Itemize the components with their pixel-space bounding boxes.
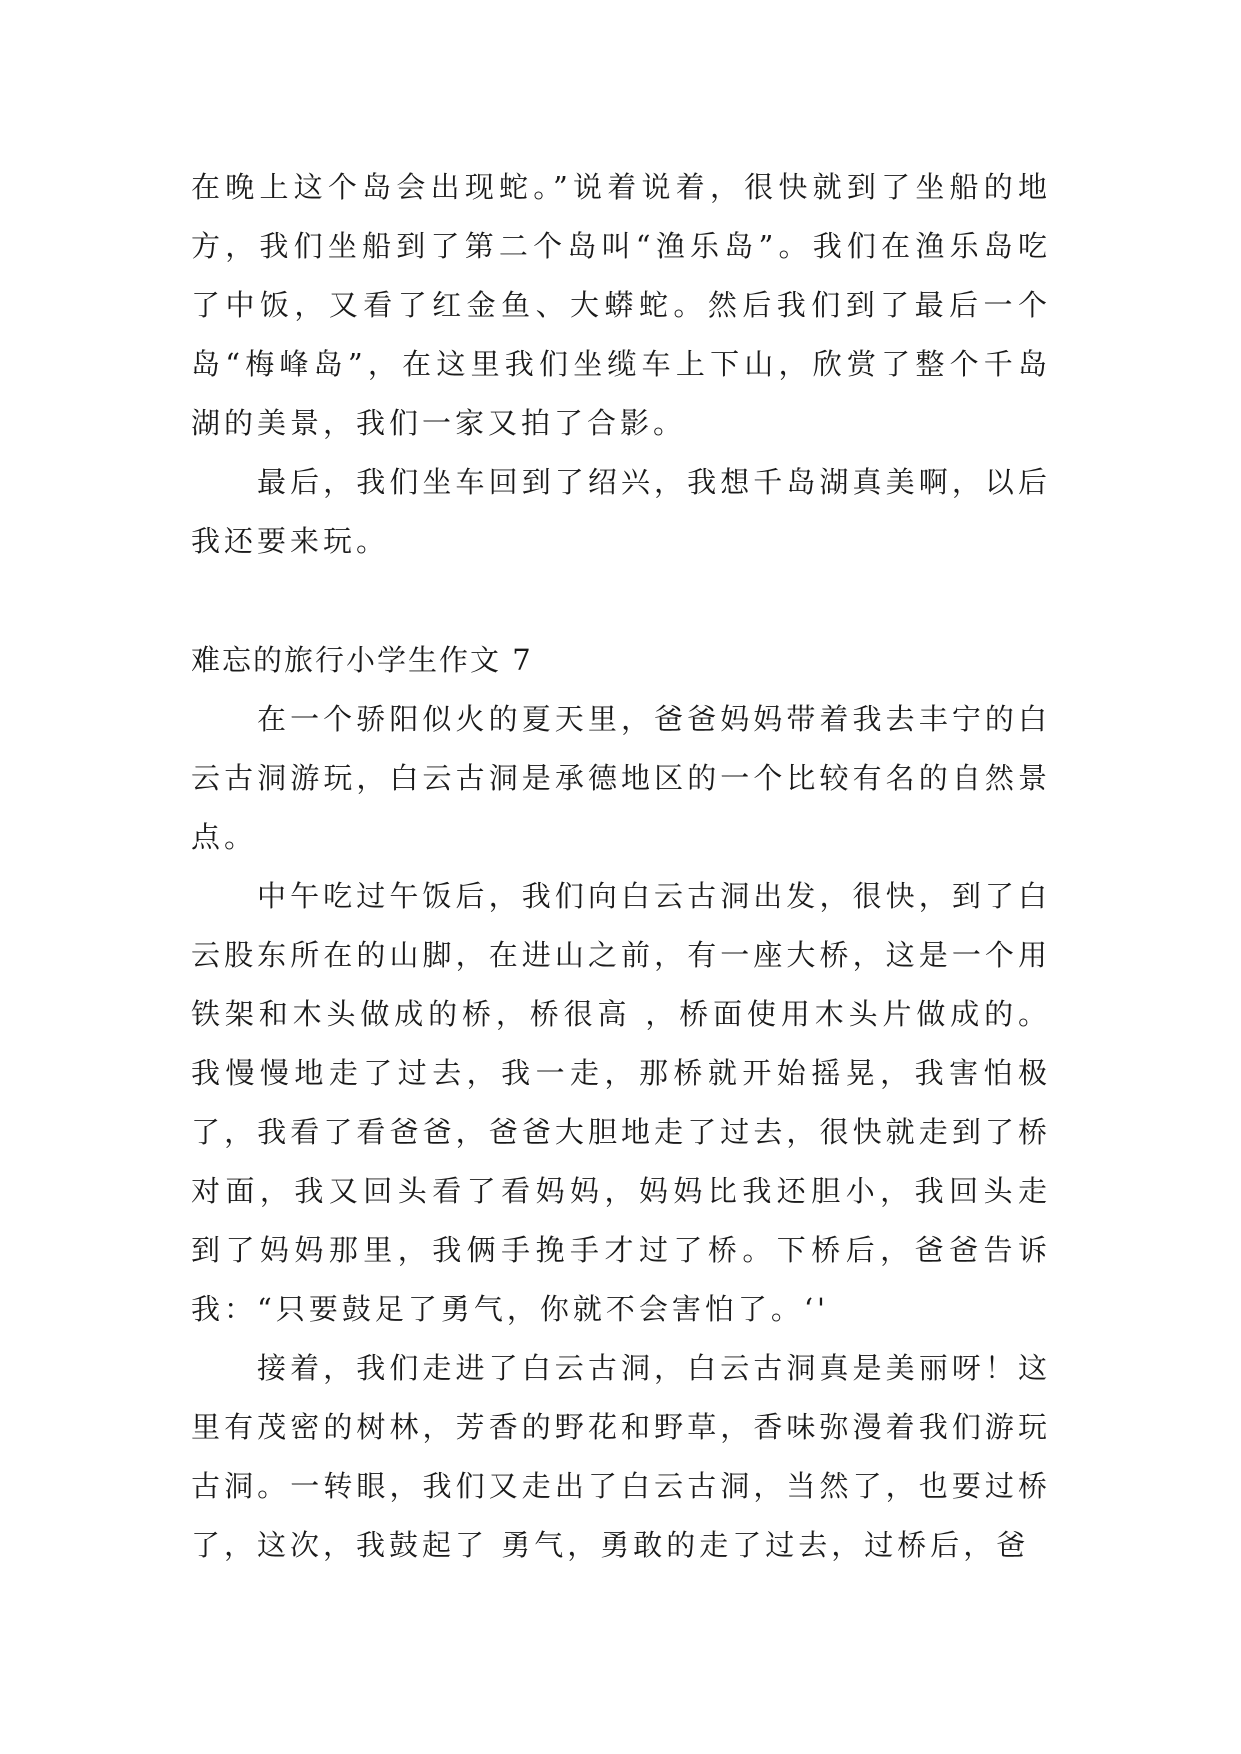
paragraph-continued: 在晚上这个岛会出现蛇。”说着说着，很快就到了坐船的地方，我们坐船到了第二个岛叫“渔乐岛”。我们在渔乐岛吃了中饭，又看了红金鱼、大蟒蛇。然后我们到了最后一个岛“梅峰岛”，在这里我们坐缆车上下山，欣赏了整个千岛湖的美景，我们一家又拍了合影。 — [191, 170, 1051, 440]
paragraph-bridge: 中午吃过午饭后，我们向白云古洞出发，很快，到了白云股东所在的山脚，在进山之前，有一座大桥，这是一个用铁架和木头做成的桥，桥很高 ，桥面使用木头片做成的。我慢慢地走了过去，我一走，那桥就开始摇晃，我害怕极了，我看了看爸爸，爸爸大胆地走了过去，很快就走到了桥对面，我又回头看了看妈妈，妈妈比我还胆小，我回头走 到了妈妈那里，我俩手挽手才过了桥。下桥后，爸爸告诉我：“只要鼓足了勇气，你就不会害怕了。‘' — [191, 879, 1051, 1326]
section-title: 难忘的旅行小学生作文 7 — [191, 643, 533, 677]
document-body — [191, 158, 1051, 1575]
paragraph-intro: 在一个骄阳似火的夏天里，爸爸妈妈带着我去丰宁的白云古洞游玩，白云古洞是承德地区的一个比较有名的自然景点。 — [191, 702, 1051, 854]
paragraph-conclusion: 最后，我们坐车回到了绍兴，我想千岛湖真美啊，以后我还要来玩。 — [191, 465, 1051, 558]
paragraph-cave: 接着，我们走进了白云古洞，白云古洞真是美丽呀！这里有茂密的树林，芳香的野花和野草，香味弥漫着我们游玩古洞。一转眼，我们又走出了白云古洞，当然了，也要过桥了，这次，我鼓起了 勇气，勇敢的走了过去，过桥后，爸 — [191, 1351, 1051, 1562]
